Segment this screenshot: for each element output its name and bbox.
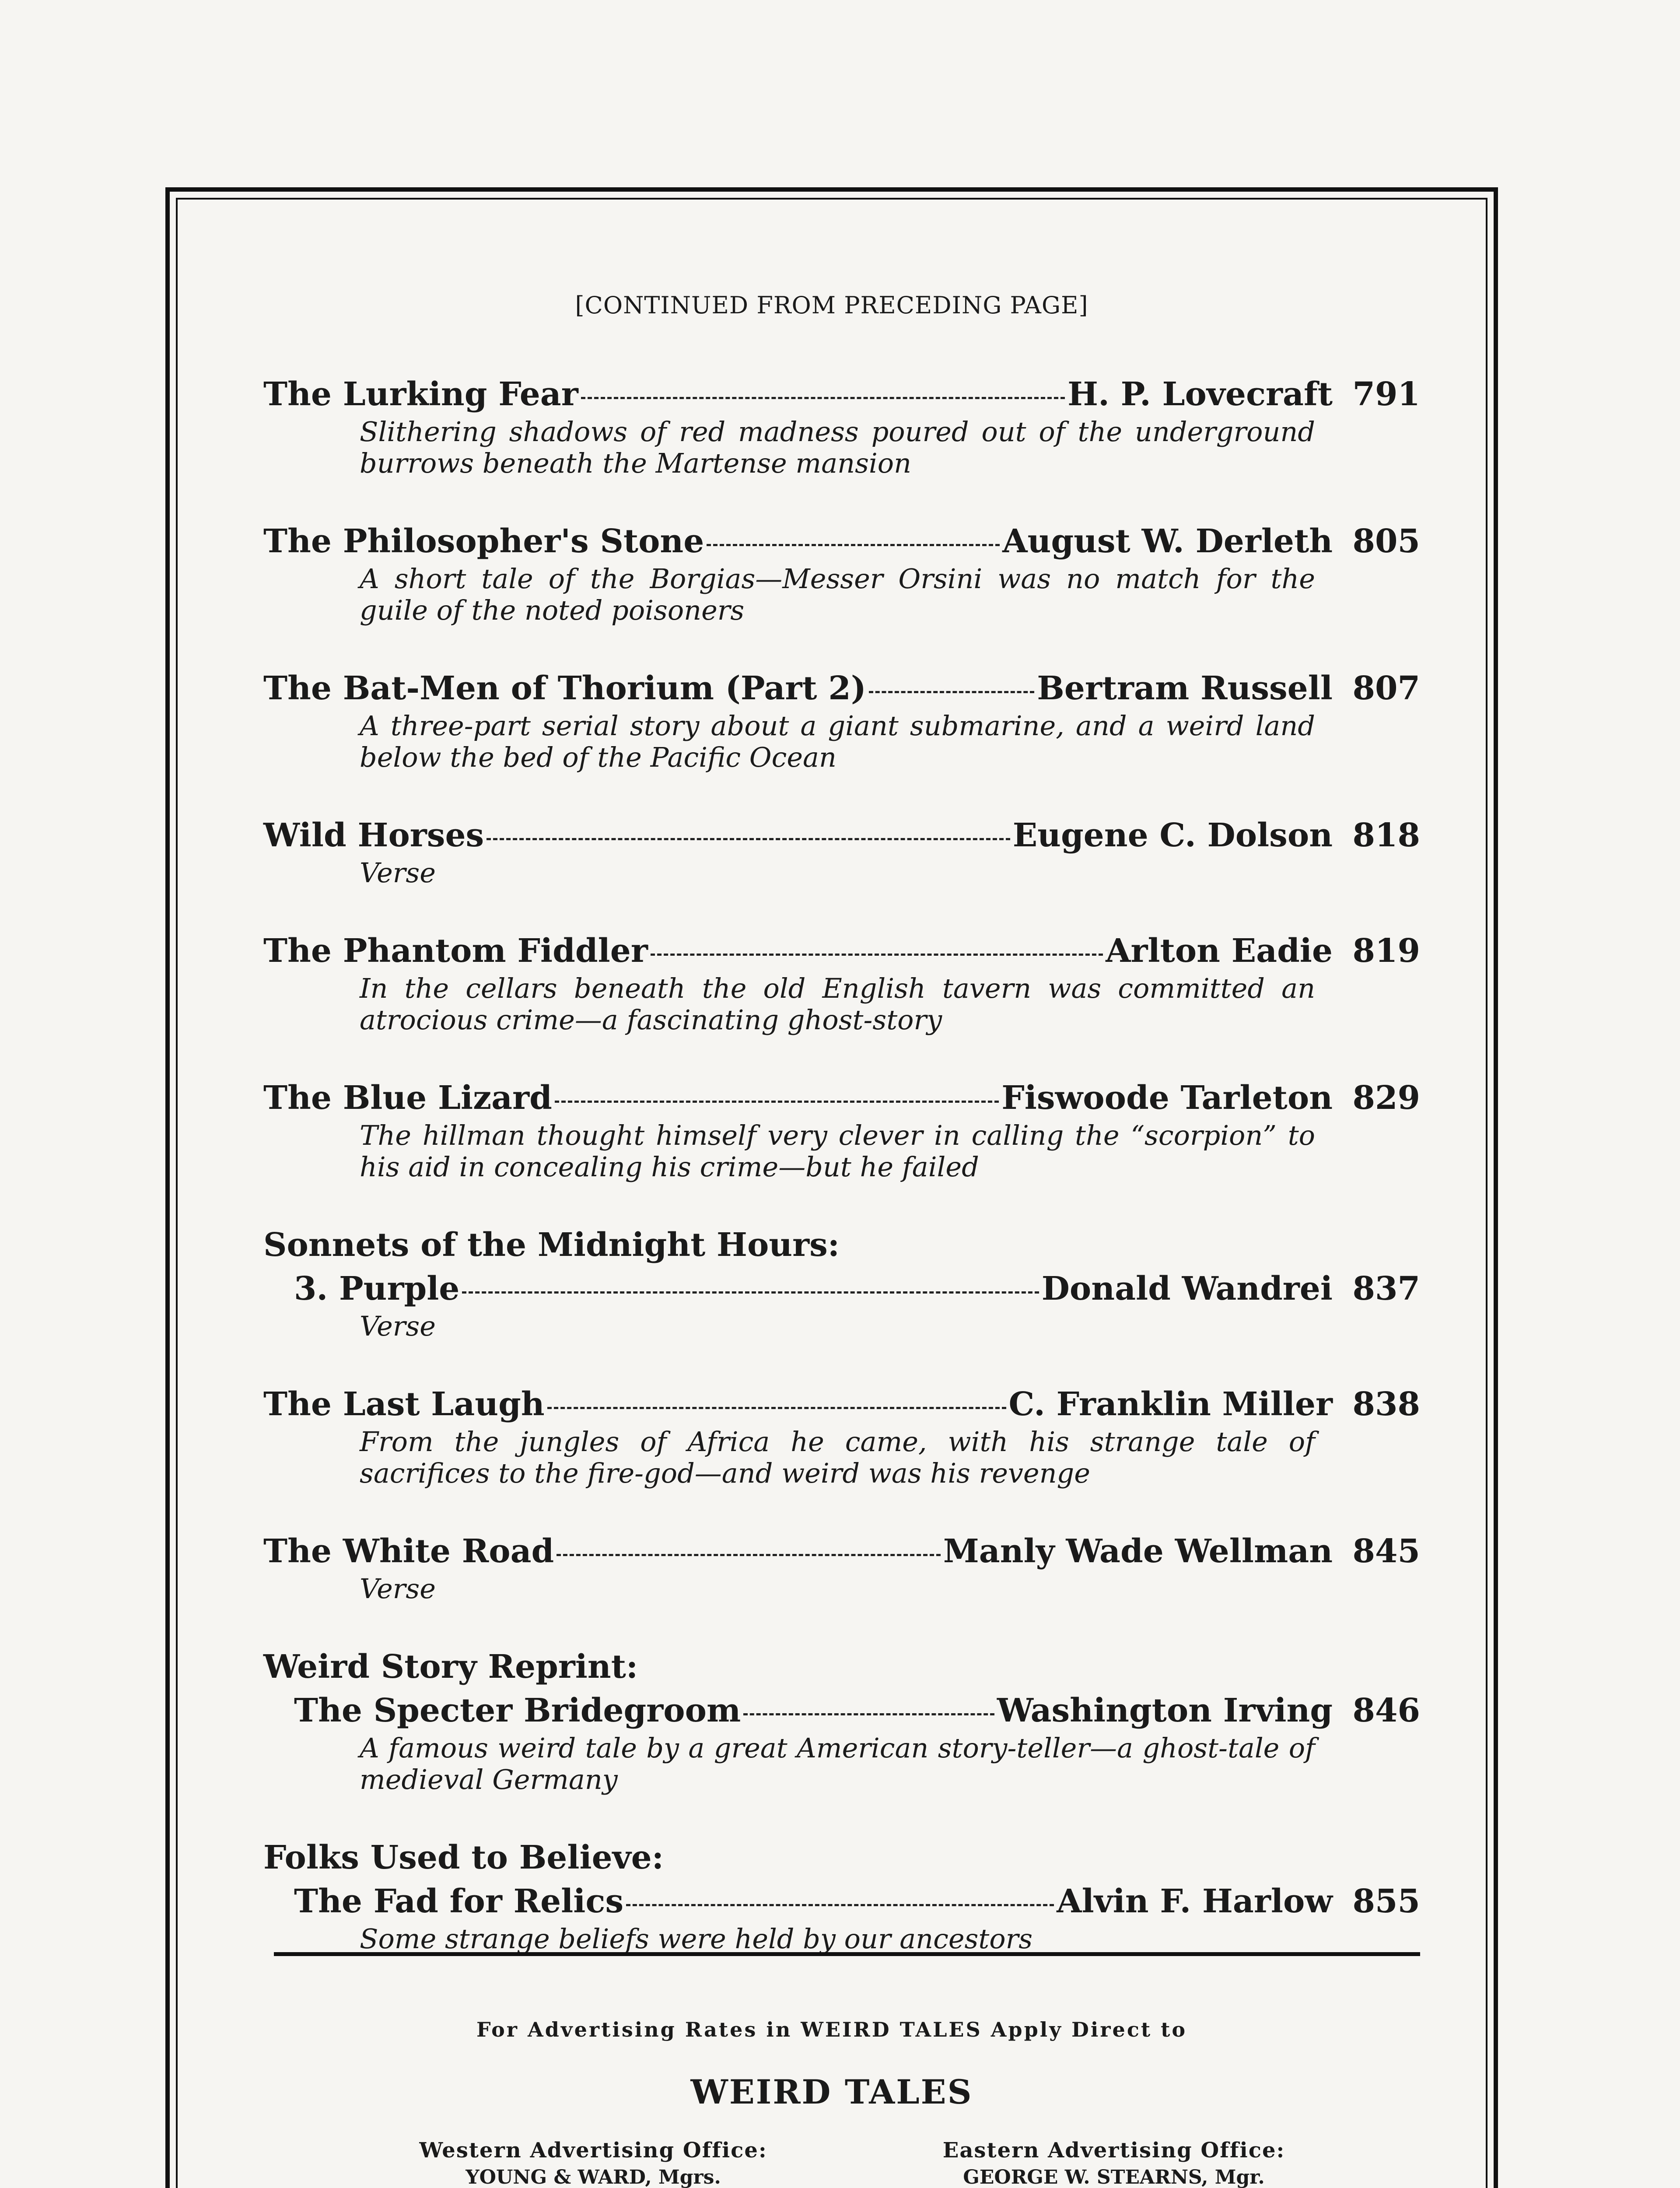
entry-row xyxy=(263,1529,1420,1573)
story-title: The Bat-Men of Thorium (Part 2) xyxy=(263,670,866,707)
story-title: The Lurking Fear xyxy=(263,375,578,413)
story-author: Washington Irving xyxy=(997,1692,1333,1729)
story-page: 838 xyxy=(1352,1385,1420,1423)
story-author: Bertram Russell xyxy=(1037,670,1333,707)
contents-entry xyxy=(263,1382,1420,1489)
entry-row xyxy=(263,1689,1420,1732)
eastern-office xyxy=(886,2138,1341,2188)
story-author: H. P. Lovecraft xyxy=(1068,375,1333,413)
section-heading: Sonnets of the Midnight Hours: xyxy=(263,1226,840,1264)
leader-dots xyxy=(581,397,1065,399)
divider-rule xyxy=(274,1952,1420,1956)
leader-dots xyxy=(626,1904,1054,1906)
story-description: In the cellars beneath the old English tavern was committed an atrocious crime—a fascinating ghost-story xyxy=(360,972,1315,1036)
story-title: Wild Horses xyxy=(263,817,484,854)
story-page: 818 xyxy=(1352,817,1420,854)
entry-row xyxy=(263,1267,1420,1311)
story-description: Verse xyxy=(360,1310,436,1342)
story-title: The Philosopher's Stone xyxy=(263,522,704,560)
story-page: 805 xyxy=(1352,522,1420,560)
contents-entry xyxy=(263,1529,1420,1605)
contents-entry xyxy=(263,1645,1420,1795)
story-description: Slithering shadows of red madness poured out of the underground burrows beneath the Martense mansion xyxy=(360,416,1315,479)
story-author: August W. Derleth xyxy=(1002,522,1333,560)
story-page: 855 xyxy=(1352,1883,1420,1920)
section-heading: Folks Used to Believe: xyxy=(263,1839,664,1876)
entry-row xyxy=(263,372,1420,416)
story-page: 845 xyxy=(1352,1532,1420,1570)
story-page: 846 xyxy=(1352,1692,1420,1729)
contents-entry xyxy=(263,1076,1420,1183)
leader-dots xyxy=(869,691,1034,693)
eastern-office-label: Eastern Advertising Office: xyxy=(942,2138,1285,2163)
contents-entry xyxy=(263,929,1420,1036)
story-description: Verse xyxy=(360,857,436,889)
story-description: The hillman thought himself very clever in calling the “scorpion” to his aid in concealing his crime—but he failed xyxy=(360,1119,1315,1183)
leader-dots xyxy=(462,1291,1039,1294)
story-title: The Last Laugh xyxy=(263,1385,545,1423)
story-page: 791 xyxy=(1352,375,1420,413)
story-author: Donald Wandrei xyxy=(1041,1270,1333,1308)
leader-dots xyxy=(486,838,1010,840)
contents-entry xyxy=(263,372,1420,479)
story-author: Alvin F. Harlow xyxy=(1057,1883,1333,1920)
entry-row xyxy=(263,666,1420,710)
western-office-line: YOUNG & WARD, Mgrs. xyxy=(466,2166,721,2188)
contents-entry xyxy=(263,1223,1420,1342)
western-office xyxy=(366,2138,821,2188)
story-title: 3. Purple xyxy=(294,1270,460,1308)
story-author: Manly Wade Wellman xyxy=(943,1532,1333,1570)
story-author: Eugene C. Dolson xyxy=(1012,817,1333,854)
contents-entry xyxy=(263,666,1420,773)
leader-dots xyxy=(556,1554,941,1556)
entry-row xyxy=(263,1382,1420,1426)
story-author: C. Franklin Miller xyxy=(1008,1385,1333,1423)
story-author: Fiswoode Tarleton xyxy=(1001,1079,1333,1117)
leader-dots xyxy=(707,544,1000,546)
continued-note: [CONTINUED FROM PRECEDING PAGE] xyxy=(575,291,1088,319)
eastern-office-line: GEORGE W. STEARNS, Mgr. xyxy=(963,2166,1265,2188)
story-title: The Specter Bridegroom xyxy=(294,1692,741,1729)
section-heading: Weird Story Reprint: xyxy=(263,1648,638,1686)
western-office-label: Western Advertising Office: xyxy=(419,2138,767,2163)
contents-list xyxy=(263,372,1420,1955)
story-description: A famous weird tale by a great American story-teller—a ghost-tale of medieval Germany xyxy=(360,1732,1315,1795)
story-page: 807 xyxy=(1352,670,1420,707)
page-border xyxy=(165,187,1498,2188)
contents-entry xyxy=(263,813,1420,889)
leader-dots xyxy=(651,954,1103,956)
contents-entry xyxy=(263,519,1420,626)
contents-entry xyxy=(263,1836,1420,1955)
story-title: The Phantom Fiddler xyxy=(263,932,648,970)
leader-dots xyxy=(555,1101,999,1103)
leader-dots xyxy=(743,1713,994,1715)
story-title: The Fad for Relics xyxy=(294,1883,624,1920)
advertising-intro: For Advertising Rates in WEIRD TALES Apply Direct to xyxy=(476,2018,1187,2041)
entry-row xyxy=(263,1879,1420,1923)
story-description: From the jungles of Africa he came, with his strange tale of sacrifices to the fire-god—and weird was his revenge xyxy=(360,1426,1315,1489)
story-title: The White Road xyxy=(263,1532,554,1570)
advertising-brand: WEIRD TALES xyxy=(690,2072,973,2111)
story-title: The Blue Lizard xyxy=(263,1079,552,1117)
story-description: Verse xyxy=(360,1573,436,1605)
page-inner-border xyxy=(176,198,1488,2188)
story-page: 819 xyxy=(1352,932,1420,970)
entry-row xyxy=(263,813,1420,857)
story-page: 837 xyxy=(1352,1270,1420,1308)
entry-row xyxy=(263,519,1420,563)
story-page: 829 xyxy=(1352,1079,1420,1117)
story-author: Arlton Eadie xyxy=(1106,932,1333,970)
story-description: A short tale of the Borgias—Messer Orsini was no match for the guile of the noted poisoners xyxy=(360,563,1315,626)
story-description: A three-part serial story about a giant submarine, and a weird land below the bed of the Pacific Ocean xyxy=(360,710,1315,773)
leader-dots xyxy=(547,1407,1006,1409)
entry-row xyxy=(263,929,1420,973)
story-description: Some strange beliefs were held by our ancestors xyxy=(360,1923,1033,1955)
entry-row xyxy=(263,1076,1420,1120)
